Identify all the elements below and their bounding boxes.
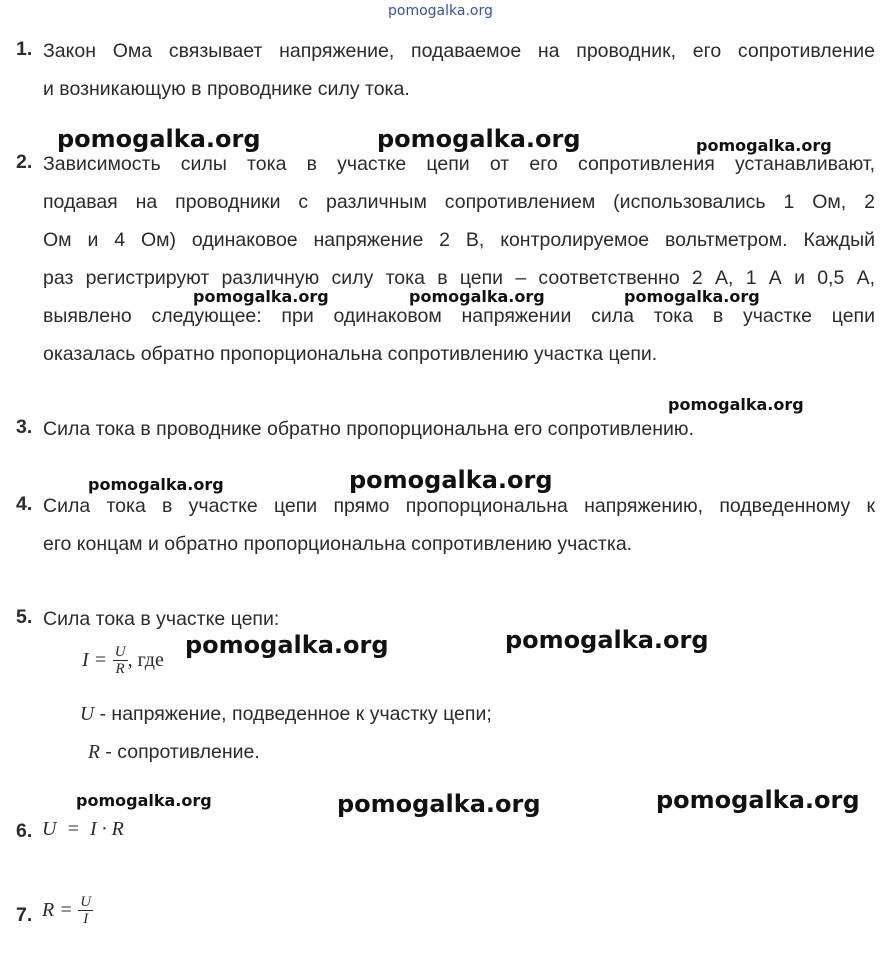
- item-number: 3.: [16, 416, 33, 438]
- text-line: его концам и обратно пропорциональна сопротивлению участка.: [43, 533, 633, 555]
- text-line: оказалась обратно пропорциональна сопротивлению участка цепи.: [43, 343, 658, 365]
- item-text: [43, 600, 875, 638]
- formula-lhs: I =: [82, 648, 108, 671]
- item-number: 1.: [16, 38, 33, 60]
- watermark: pomogalka.org: [76, 791, 212, 810]
- text-line: Ом и 4 Ом) одинаковое напряжение 2 В, контролируемое вольтметром. Каждый: [43, 229, 875, 251]
- formula-u: U = I · R: [42, 818, 124, 840]
- definition-r: [88, 741, 260, 764]
- top-watermark: pomogalka.org: [388, 3, 493, 19]
- fraction-u-over-i: [78, 894, 93, 927]
- item-number: 4.: [16, 493, 33, 515]
- definition-r-text: - сопротивление.: [99, 741, 260, 763]
- item-number: 6.: [16, 820, 33, 842]
- text-line: Сила тока в участке цепи прямо пропорциональна напряжению, подведенному к: [43, 495, 875, 517]
- text-line: выявлено следующее: при одинаковом напряжении сила тока в участке цепи: [43, 305, 875, 327]
- watermark: pomogalka.org: [337, 790, 541, 818]
- text-line: Сила тока в проводнике обратно пропорциональна его сопротивлению.: [43, 418, 694, 440]
- ohm-law-formula: [82, 644, 164, 677]
- definition-u: [80, 703, 492, 726]
- watermark: pomogalka.org: [349, 466, 553, 494]
- formula-where: , где: [127, 648, 164, 671]
- item-number: 2.: [16, 151, 33, 173]
- item-text: [43, 487, 875, 563]
- watermark: pomogalka.org: [668, 395, 804, 414]
- symbol-r: R: [88, 742, 100, 763]
- fraction-numerator: U: [80, 894, 92, 910]
- watermark: pomogalka.org: [377, 125, 581, 153]
- symbol-u: U: [80, 704, 95, 725]
- definition-u-text: - напряжение, подведенное к участку цепи;: [94, 703, 492, 725]
- watermark: pomogalka.org: [409, 287, 545, 306]
- item-text: [43, 410, 875, 448]
- formula-r-lhs: R =: [42, 898, 73, 921]
- fraction-denominator: I: [83, 911, 89, 927]
- fraction-denominator: R: [115, 661, 125, 677]
- fraction-u-over-r: [113, 644, 128, 677]
- watermark: pomogalka.org: [193, 287, 329, 306]
- watermark: pomogalka.org: [696, 136, 832, 155]
- watermark: pomogalka.org: [185, 631, 389, 659]
- item-number: 5.: [16, 606, 33, 628]
- text-line: Сила тока в участке цепи:: [43, 608, 280, 630]
- watermark: pomogalka.org: [57, 125, 261, 153]
- text-line: раз регистрируют различную силу тока в цепи – соответственно 2 А, 1 А и 0,5 А,: [43, 267, 875, 289]
- text-line: и возникающую в проводнике силу тока.: [43, 78, 410, 100]
- item-text: [43, 145, 875, 373]
- formula-r: [42, 894, 93, 927]
- watermark: pomogalka.org: [88, 475, 224, 494]
- text-line: Закон Ома связывает напряжение, подаваемое на проводник, его сопротивление: [43, 40, 875, 62]
- watermark: pomogalka.org: [505, 626, 709, 654]
- text-line: подавая на проводники с различным сопротивлением (использовались 1 Ом, 2: [43, 191, 875, 213]
- item-text: [43, 32, 875, 108]
- text-line: Зависимость силы тока в участке цепи от его сопротивления устанавливают,: [43, 153, 875, 175]
- watermark: pomogalka.org: [656, 786, 860, 814]
- item-number: 7.: [16, 904, 33, 926]
- watermark: pomogalka.org: [624, 287, 760, 306]
- fraction-numerator: U: [114, 644, 126, 660]
